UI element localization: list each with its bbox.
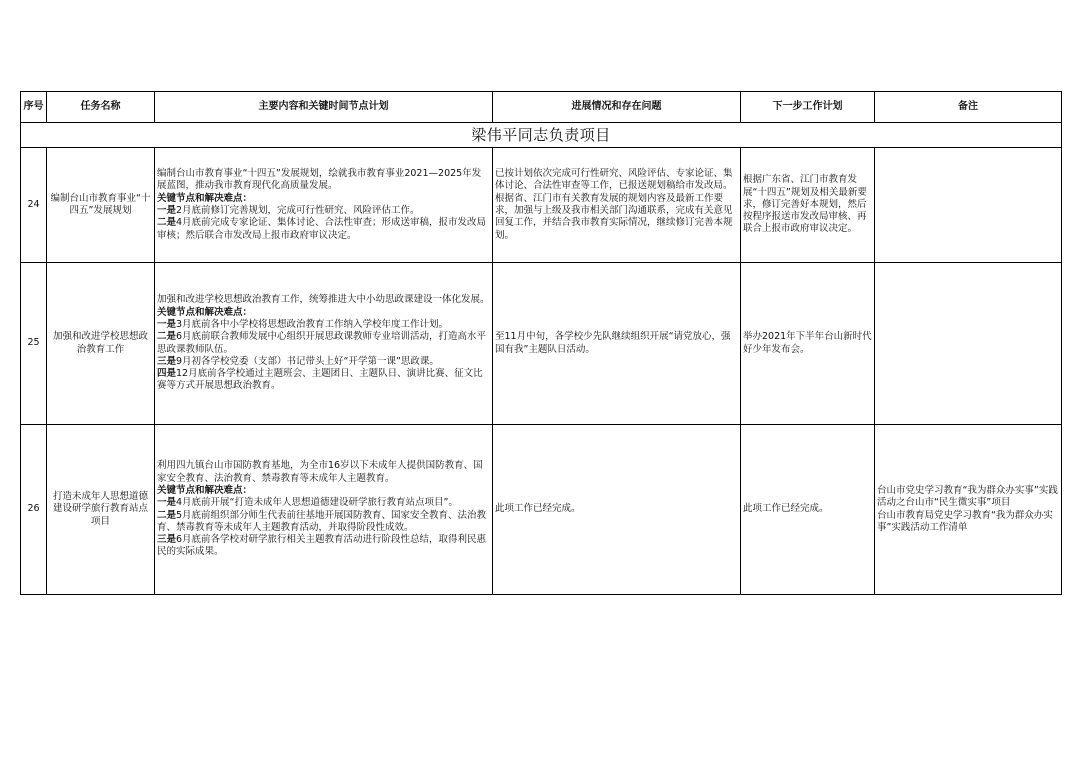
main-content-cell [155, 263, 493, 425]
key-points-label: 关键节点和解决难点： [157, 484, 253, 496]
header-index: 序号 [21, 92, 47, 123]
key-point: 四是12月底前各学校通过主题班会、主题团日、主题队日、演讲比赛、征文比赛等方式开展思想政治教育。 [157, 368, 483, 392]
section-row [21, 123, 1062, 148]
header-task-name: 任务名称 [47, 92, 155, 123]
header-progress: 进展情况和存在问题 [493, 92, 741, 123]
task-name: 编制台山市教育事业“十四五”发展规划 [47, 148, 155, 263]
progress-text: 已按计划依次完成可行性研究、风险评估、专家论证、集体讨论、合法性审查等工作，已报送规划稿给市发改局。 [495, 168, 733, 192]
notes-cell [875, 263, 1062, 425]
table-row [21, 148, 1062, 263]
progress-text: 至11月中旬，各学校少先队继续组织开展“请党放心，强国有我”主题队日活动。 [495, 331, 731, 355]
key-points-label: 关键节点和解决难点： [157, 306, 253, 318]
progress-text: 根据省、江门市有关教育发展的规划内容及最新工作要求，加强与上级及我市相关部门沟通联系，完成有关意见回复工作，并结合我市教育实际情况，继续修订完善本规划。 [495, 192, 733, 241]
section-title: 梁伟平同志负责项目 [21, 123, 1062, 148]
row-number: 26 [21, 425, 47, 595]
content-intro: 编制台山市教育事业“十四五”发展规划，绘就我市教育事业2021—2025年发展蓝图，推动我市教育现代化高质量发展。 [157, 168, 482, 192]
header-next-plan: 下一步工作计划 [741, 92, 875, 123]
content-intro: 加强和改进学校思想政治教育工作，统筹推进大中小幼思政课建设一体化发展。 [157, 294, 490, 306]
table-row [21, 263, 1062, 425]
next-plan-cell: 举办2021年下半年台山新时代好少年发布会。 [741, 263, 875, 425]
next-plan-cell: 此项工作已经完成。 [741, 425, 875, 595]
row-number: 24 [21, 148, 47, 263]
key-point: 一是4月底前开展“打造未成年人思想道德建设研学旅行教育站点项目”。 [157, 497, 458, 509]
task-table [20, 91, 1062, 595]
content-intro: 利用四九镇台山市国防教育基地，为全市16岁以下未成年人提供国防教育、国家安全教育、法治教育、禁毒教育等未成年人主题教育。 [157, 460, 483, 484]
progress-cell [493, 148, 741, 263]
main-content-cell [155, 148, 493, 263]
header-notes: 备注 [875, 92, 1062, 123]
task-name: 打造未成年人思想道德建设研学旅行教育站点项目 [47, 425, 155, 595]
header-main-content: 主要内容和关键时间节点计划 [155, 92, 493, 123]
task-name: 加强和改进学校思想政治教育工作 [47, 263, 155, 425]
key-point: 二是5月底前组织部分师生代表前往基地开展国防教育、国家安全教育、法治教育、禁毒教育等未成年人主题教育活动，并取得阶段性成效。 [157, 509, 487, 533]
row-number: 25 [21, 263, 47, 425]
notes-cell [875, 148, 1062, 263]
main-content-cell [155, 425, 493, 595]
key-point: 一是2月底前修订完善规划，完成可行性研究、风险评估工作。 [157, 205, 420, 216]
progress-cell [493, 263, 741, 425]
notes-cell: 台山市党史学习教育“我为群众办实事”实践活动之台山市“民生微实事”项目 台山市教育局党史学习教育“我为群众办实事”实践活动工作清单 [875, 425, 1062, 595]
table-header-row [21, 92, 1062, 123]
key-point: 一是3月底前各中小学校将思想政治教育工作纳入学校年度工作计划。 [157, 318, 449, 330]
key-point: 二是6月底前联合教师发展中心组织开展思政课教师专业培训活动，打造高水平思政课教师队伍。 [157, 331, 487, 355]
table-row [21, 425, 1062, 595]
progress-cell [493, 425, 741, 595]
key-point: 三是6月底前各学校对研学旅行相关主题教育活动进行阶段性总结，取得利民惠民的实际成果。 [157, 534, 487, 558]
next-plan-cell: 根据广东省、江门市教育发展“十四五”规划及相关最新要求，修订完善好本规划，然后按程序报送市发改局审核、再联合上报市政府审议决定。 [741, 148, 875, 263]
progress-text: 此项工作已经完成。 [495, 503, 581, 515]
key-points-label: 关键节点和解决难点： [157, 192, 253, 204]
key-point: 三是9月初各学校党委（支部）书记带头上好“开学第一课”思政课。 [157, 355, 439, 367]
key-point: 二是4月底前完成专家论证、集体讨论、合法性审查；形成送审稿，报市发改局审核；然后联合市发改局上报市政府审议决定。 [157, 217, 487, 241]
